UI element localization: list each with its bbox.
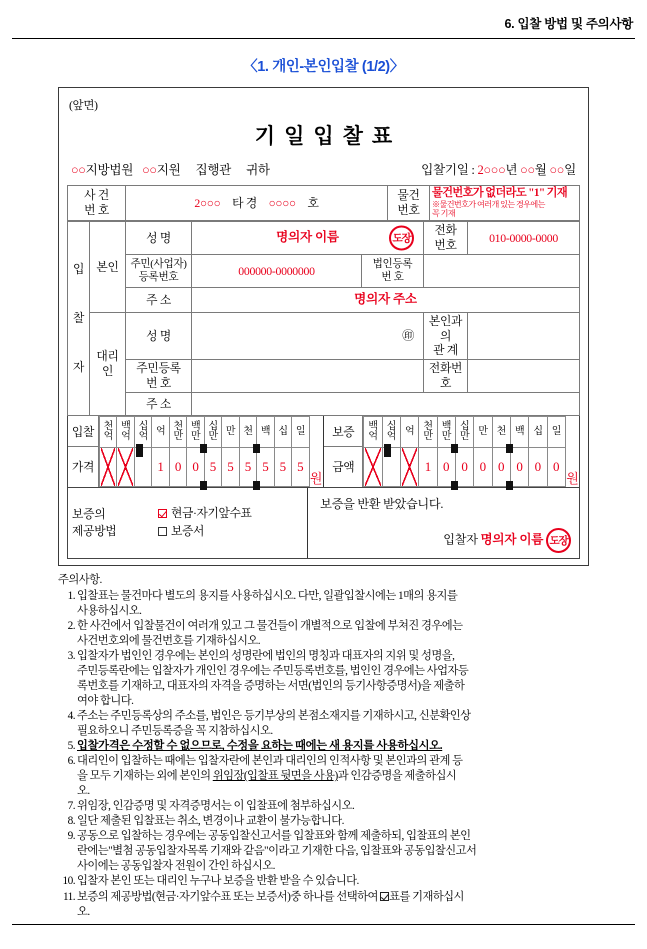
bid-price-unit-7: 만 (222, 417, 239, 448)
note-6-line-2: 을 모두 기재하는 외에 본인의 위임장(입찰표 뒷면을 사용)과 인감증명을 제출하십시 (77, 770, 457, 783)
bidder-self-address-row (68, 287, 580, 312)
bid-price-digit-5[interactable]: 0 (187, 448, 204, 487)
deposit-unit-10: 일 (547, 417, 565, 448)
check-mark-icon (380, 892, 389, 901)
case-number-value[interactable] (126, 186, 388, 221)
self-address-label: 주 소 (126, 287, 192, 312)
note-item: 3. 입찰자가 법인인 경우에는 본인의 성명란에 법인의 명칭과 대표자의 지위 및 성명을, 주민등록란에는 입찰자가 개인인 경우에는 주민등록번호를, 법인인 경우에는 사업자등 록번호를 기재하고, 대표자의 자격을 증명하는 서면(법인의 등기사항증명서)을 제출하 여야 합니다. (67, 650, 469, 708)
case-year: 2○○○ (194, 195, 221, 210)
amount-grids (67, 416, 580, 488)
bid-price-unit-6: 십 만 (204, 417, 221, 448)
agent-address-label: 주 소 (126, 393, 192, 416)
note-item: 4. 주소는 주민등록상의 주소를, 법인은 등기부상의 본점소재지를 기재하시고, 신분확인상 필요하오니 주민등록증을 꼭 지참하십시오. (67, 710, 471, 738)
bid-date-day: ○○ (549, 163, 565, 177)
agent-relation-label: 본인과의 관 계 (424, 312, 468, 359)
bid-price-unit-5: 백 만 (187, 417, 204, 448)
deposit-unit-1: 십 억 (382, 417, 400, 448)
self-address-value[interactable]: 명의자 주소 (192, 287, 580, 312)
deposit-digit-7[interactable]: 0 (492, 448, 510, 487)
bid-price-label-bottom: 가격 (71, 459, 95, 474)
self-name-text: 명의자 이름 (276, 230, 339, 245)
case-serial: ○○○○ (268, 195, 296, 210)
signature-label: 입찰자 (443, 532, 478, 547)
agent-phone-label: 전화번호 (424, 360, 468, 393)
case-type: 타 경 (232, 195, 257, 210)
bid-date-text (421, 159, 578, 178)
self-corp-no-value[interactable] (424, 254, 580, 287)
deposit-digit-8[interactable]: 0 (510, 448, 528, 487)
note-item: 11. 보증의 제공방법(현금·자기앞수표 또는 보증서)중 하나를 선택하여 표를 기재하십시 오. (58, 890, 589, 920)
object-number-subnote-2: 꼭 기재 (432, 209, 456, 219)
note-11-line-1: 보증의 제공방법(현금·자기앞수표 또는 보증서)중 하나를 선택하여 표를 기재하십시 (77, 890, 464, 903)
bid-price-grid (68, 416, 323, 487)
return-seal-stamp-icon: 도장 (546, 528, 571, 553)
bid-price-unit-row (100, 417, 323, 448)
officer-word: 집행관 (195, 163, 232, 177)
deposit-digit-2[interactable] (400, 448, 418, 487)
bid-price-unit-11: 일 (292, 417, 310, 448)
note-item-highlighted: 5. 입찰가격은 수정할 수 없으므로, 수정을 요하는 때에는 새 용지를 사용하십시오. (67, 740, 443, 753)
deposit-digit-4[interactable]: 0 (437, 448, 455, 487)
self-seal-stamp-icon: 도장 (389, 225, 414, 250)
option-guarantee-row[interactable] (158, 523, 252, 541)
bid-price-digit-11[interactable]: 5 (292, 448, 310, 487)
self-phone-label: 전화 번호 (424, 221, 468, 254)
deposit-digit-9[interactable]: 0 (529, 448, 547, 487)
deposit-label-top: 보증 (324, 416, 362, 447)
deposit-unit-4: 백 만 (437, 417, 455, 448)
guarantee-method-options (158, 505, 252, 540)
bid-price-unit-4: 천 만 (169, 417, 186, 448)
deposit-unit-5: 십 만 (455, 417, 473, 448)
bidder-self-name-row (68, 221, 580, 254)
note-item: 6. 대리인이 입찰하는 때에는 입찰자란에 본인과 대리인의 인적사항 및 본인과의 관계 등 을 모두 기재하는 외에 본인의 위임장(입찰표 뒷면을 사용)과 인감증명을 제출하십시 오. (58, 754, 589, 799)
agent-rrn-label: 주민등록 번 호 (126, 360, 192, 393)
note-item: 8. 일단 제출된 입찰표는 취소, 변경이나 교환이 불가능합니다. (67, 815, 344, 828)
deposit-digit-10[interactable]: 0 (547, 448, 565, 487)
deposit-digit-0[interactable] (364, 448, 382, 487)
self-name-value[interactable] (192, 221, 424, 254)
bid-date-label: 입찰기일 : (421, 163, 475, 177)
note-item: 10. 입찰자 본인 또는 대리인 누구나 보증을 반환 받을 수 있습니다. (62, 875, 359, 888)
honorific-word: 귀하 (246, 163, 270, 177)
deposit-unit-7: 천 (492, 417, 510, 448)
self-name-label: 성 명 (126, 221, 192, 254)
deposit-side-labels (324, 416, 363, 487)
bid-date-year-unit: 년 (505, 163, 518, 177)
option-cash-label: 현금·자기앞수표 (171, 506, 252, 521)
deposit-digit-row (364, 448, 579, 487)
bidder-agent-name-row (68, 312, 580, 359)
object-number-label: 물건 번호 (388, 186, 430, 221)
form-main-title: 기일입찰표 (254, 124, 402, 148)
bid-price-label-top: 입찰 (68, 416, 98, 447)
bidder-table (67, 221, 580, 416)
bidder-self-rrn-row (68, 254, 580, 287)
object-number-value[interactable] (430, 186, 580, 221)
checkbox-guarantee-icon[interactable] (158, 527, 167, 536)
document-section-title: 〈1. 개인-본인입찰 (1/2)〉 (243, 59, 404, 75)
deposit-unit-6: 만 (474, 417, 492, 448)
note-item: 1. 입찰표는 물건마다 별도의 용지를 사용하십시오. 다만, 일괄입찰시에는 1매의 용지를 사용하십시오. (67, 590, 458, 618)
agent-name-value[interactable] (192, 312, 424, 359)
deposit-digit-6[interactable]: 0 (474, 448, 492, 487)
bid-price-won-unit: 원 (309, 470, 322, 486)
bid-price-digit-row (100, 448, 323, 487)
bid-price-unit-10: 십 (274, 417, 291, 448)
agent-address-value[interactable] (192, 393, 580, 416)
guarantee-method-pane (68, 488, 308, 558)
option-cash-row[interactable] (158, 505, 252, 523)
deposit-unit-2: 억 (400, 417, 418, 448)
object-number-note: 물건번호가 없더라도 "1" 기재 (432, 187, 568, 199)
deposit-won-unit: 원 (566, 470, 579, 486)
deposit-digit-3[interactable]: 1 (419, 448, 437, 487)
deposit-cells (363, 416, 579, 487)
agent-relation-value[interactable] (468, 312, 580, 359)
deposit-unit-row (364, 417, 579, 448)
footer-divider (12, 924, 635, 925)
self-phone-value[interactable]: 010-0000-0000 (468, 221, 580, 254)
court-word: 지방법원 (85, 163, 134, 177)
bid-price-side-labels (68, 416, 99, 487)
case-suffix: 호 (307, 195, 319, 210)
bid-price-unit-8: 천 (239, 417, 256, 448)
notes-title: 주의사항. (58, 574, 102, 587)
case-number-label: 사 건 번 호 (68, 186, 126, 221)
case-number-table (67, 185, 580, 221)
bidder-agent-address-row (68, 393, 580, 416)
agent-phone-value[interactable] (468, 360, 580, 393)
bid-price-unit-9: 백 (257, 417, 274, 448)
bid-price-unit-2: 십 억 (134, 417, 151, 448)
note-item: 2. 한 사건에서 입찰물건이 여러개 있고 그 물건들이 개별적으로 입찰에 부쳐진 경우에는 사건번호외에 물건번호를 기재하십시오. (67, 620, 463, 648)
bidder-self-label: 본인 (90, 221, 126, 312)
bid-date-month-unit: 월 (534, 163, 547, 177)
front-side-tag: (앞면) (69, 100, 98, 112)
court-text (71, 159, 270, 178)
object-number-subnote-1: ※물건번호가 여러개 있는 경우에는 (432, 199, 545, 209)
guarantee-return-signature (320, 528, 571, 553)
bid-date-day-unit: 일 (564, 163, 576, 177)
signature-name: 명의자 이름 (480, 532, 544, 547)
bidder-agent-label: 대리인 (90, 312, 126, 415)
bottom-panes (67, 488, 580, 559)
self-corp-no-label: 법인등록 번 호 (362, 254, 424, 287)
court-mark: ○○ (71, 163, 86, 177)
branch-word: 지원 (156, 163, 181, 177)
bid-price-digit-9[interactable]: 5 (257, 448, 274, 487)
deposit-label-bottom: 금액 (332, 459, 355, 474)
bid-form (58, 87, 589, 566)
bidder-agent-rrn-row (68, 360, 580, 393)
bid-price-digit-1[interactable] (117, 448, 134, 487)
bid-price-unit-3: 억 (152, 417, 169, 448)
case-number-row (68, 186, 580, 221)
self-rrn-label: 주민(사업자) 등록번호 (126, 254, 192, 287)
notes-section (58, 573, 589, 919)
bid-price-digit-2[interactable] (134, 448, 151, 487)
bid-date-month: ○○ (520, 163, 535, 177)
deposit-unit-0: 백 억 (364, 417, 382, 448)
guarantee-return-pane (308, 488, 579, 558)
deposit-unit-3: 천 만 (419, 417, 437, 448)
agent-name-label: 성 명 (126, 312, 192, 359)
header-divider (12, 38, 635, 39)
bid-price-unit-1: 백 억 (117, 417, 134, 448)
agent-seal-glyph-icon: ㊞ (402, 328, 414, 343)
bid-price-cells (99, 416, 323, 487)
bid-price-digit-4[interactable]: 0 (169, 448, 186, 487)
deposit-digit-1[interactable] (382, 448, 400, 487)
bid-price-digit-6[interactable]: 5 (204, 448, 221, 487)
note-item: 9. 공동으로 입찰하는 경우에는 공동입찰신고서를 입찰표와 함께 제출하되, 입찰표의 본인 란에는"별첨 공동입찰자목록 기재와 같음"이라고 기재한 다음, 입찰표와 공동입찰신고서 사이에는 공동입찰자 전원이 간인 하십시오. (67, 830, 477, 873)
note-item: 7. 위임장, 인감증명 및 자격증명서는 이 입찰표에 첨부하십시오. (67, 800, 355, 813)
page-header (0, 0, 647, 33)
bid-price-digit-0[interactable] (100, 448, 117, 487)
branch-mark: ○○ (142, 163, 157, 177)
self-rrn-value[interactable]: 000000-0000000 (192, 254, 362, 287)
guarantee-method-label: 보증의 제공방법 (72, 507, 117, 539)
bid-price-unit-0: 천 억 (100, 417, 117, 448)
bidder-vertical-label: 입 찰 자 (68, 221, 90, 415)
guarantee-return-text: 보증을 반환 받았습니다. (320, 497, 444, 512)
checkbox-cash-icon[interactable] (158, 509, 167, 518)
deposit-unit-9: 십 (529, 417, 547, 448)
deposit-unit-8: 백 (510, 417, 528, 448)
deposit-digit-5[interactable]: 0 (455, 448, 473, 487)
option-guarantee-label: 보증서 (171, 524, 204, 539)
agent-rrn-value[interactable] (192, 360, 424, 393)
bid-price-digit-10[interactable]: 5 (274, 448, 291, 487)
bid-price-digit-8[interactable]: 5 (239, 448, 256, 487)
court-date-line (67, 159, 580, 185)
bid-price-digit-7[interactable]: 5 (222, 448, 239, 487)
page-header-title: 6. 입찰 방법 및 주의사항 (504, 17, 633, 31)
bid-date-year: 2○○○ (477, 163, 506, 177)
bid-price-digit-3[interactable]: 1 (152, 448, 169, 487)
deposit-grid (324, 416, 579, 487)
